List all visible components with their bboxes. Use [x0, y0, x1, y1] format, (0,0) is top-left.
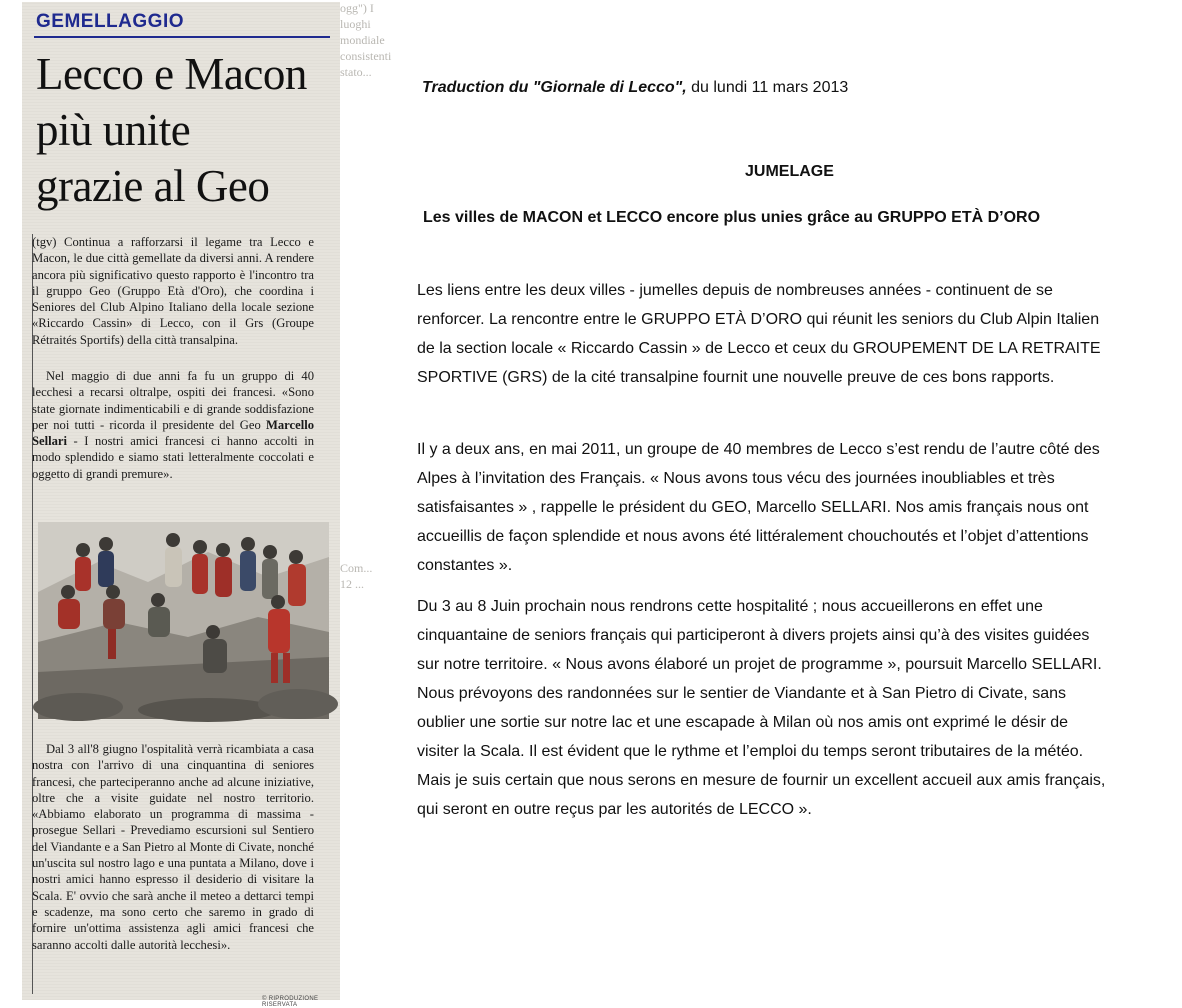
paragraph-3-text: Dal 3 all'8 giugno l'ospitalità verrà ricambiata a casa nostra con l'arrivo di una cinquantina di seniores francesi, che parteciperanno anche ad alcune iniziative, oltre che a visite guidate nel nostro territorio. «Abbiamo elaborato un programma di massima - prosegue Sellari - Prevediamo escursioni sul Sentiero del Viandante e a San Pietro al Monte di Civate, nonché un'uscita sul nostro lago e una puntata a Milano, dove i nostri amici hanno espresso il desiderio di visitare la Scala. E' ovvio che sarà anche il meteo a dettarci tempi e scadenze, ma sono certo che saremo in grado di fornire un'ottima assistenza agli amici francesi che saranno accolti dalle autorità lecchesi». — [32, 742, 314, 952]
byline-tag: (tgv) — [32, 235, 57, 249]
kicker-rule — [34, 36, 330, 38]
newspaper-clipping — [22, 2, 340, 1008]
translation-paragraph-1: Les liens entre les deux villes - jumelles depuis de nombreuses années - continuent de se renforcer. La rencontre entre le GRUPPO ETÀ D’ORO qui réunit les seniors du Club Alpin Italien de la section locale « Riccardo Cassin » de Lecco et ceux du GROUPEMENT DE LA RETRAITE SPORTIVE (GRS) de la cité transalpine fournit une nouvelle preuve de ces bons rapports. — [417, 282, 1101, 386]
translation-heading: JUMELAGE — [745, 163, 834, 180]
group-photo — [38, 522, 329, 719]
adjacent-column-bleed-middle: Com... 12 ... — [340, 561, 373, 591]
source-title: Traduction du "Giornale di Lecco", — [422, 79, 687, 96]
group-photo-illustration — [38, 522, 329, 719]
clipping-paragraph-3 — [32, 741, 314, 953]
clipping-paragraph-1 — [32, 234, 314, 348]
president-name: Marcello Sellari — [32, 417, 314, 449]
paragraph-2b-text: - I nostri amici francesi ci hanno accolti in modo splendido e siamo stati letteralmente coccolati e oggetto di grandi premure». — [32, 434, 314, 481]
headline-line-3: grazie al Geo — [36, 161, 270, 211]
headline-line-1: Lecco e Macon — [36, 49, 307, 99]
translation-paragraph-2: Il y a deux ans, en mai 2011, un groupe de 40 membres de Lecco s’est rendu de l’autre côté des Alpes à l’invitation des Français. « Nous avons tous vécu des journées inoubliables et très satisfaisantes » , rappelle le président du GEO, Marcello SELLARI. Nos amis français nous ont accueillis de façon splendide et nous avons été littéralement chouchoutés et l’objet d’attentions constantes ». — [417, 441, 1100, 574]
section-kicker: GEMELLAGGIO — [36, 11, 184, 32]
headline-line-2: più unite — [36, 105, 191, 155]
copyright-mark: © RIPRODUZIONE RISERVATA — [262, 996, 319, 1008]
translation-subtitle: Les villes de MACON et LECCO encore plus unies grâce au GRUPPO ETÀ D’ORO — [423, 209, 1041, 226]
clipping-paragraph-2 — [32, 368, 314, 482]
source-date: du lundi 11 mars 2013 — [686, 79, 849, 96]
paragraph-1-text: Continua a rafforzarsi il legame tra Lecco e Macon, le due città gemellate da diversi anni. A rendere ancora più significativo questo rapporto è l'incontro tra il gruppo Geo (Gruppo Età d'Oro), che coordina i Seniores del Club Alpino Italiano della locale sezione «Riccardo Cassin» di Lecco, con il Grs (Groupe Rétraités Sportifs) della città transalpina. — [32, 235, 314, 347]
translation-paragraph-3: Du 3 au 8 Juin prochain nous rendrons cette hospitalité ; nous accueillerons en effet une cinquantaine de seniors français qui participeront à divers projets ainsi qu’à des visites guidées sur notre territoire. « Nous avons élaboré un projet de programme », poursuit Marcello SELLARI. Nous prévoyons des randonnées sur le sentier de Viandante et à San Pietro di Civate, sans oublier une sortie sur notre lac et une escapade à Milan où nos amis ont exprimé le désir de visiter la Scala. Il est évident que le rythme et l’emploi du temps seront tributaires de la météo. Mais je suis certain que nous serons en mesure de fournir un excellent accueil aux amis français, qui seront en outre reçus par les autorités de LECCO ». — [417, 598, 1106, 818]
clipping-headline — [36, 46, 341, 214]
adjacent-column-bleed-top: ogg") I luoghi mondiale consistenti stato... — [340, 1, 392, 79]
paragraph-2a-text: Nel maggio di due anni fa fu un gruppo di 40 lecchesi a recarsi oltralpe, ospiti dei francesi. «Sono state giornate indimenticabili e di grande soddisfazione per noi tutti - ricorda il presidente del Geo — [32, 369, 314, 432]
translation-source-line — [422, 77, 1112, 99]
